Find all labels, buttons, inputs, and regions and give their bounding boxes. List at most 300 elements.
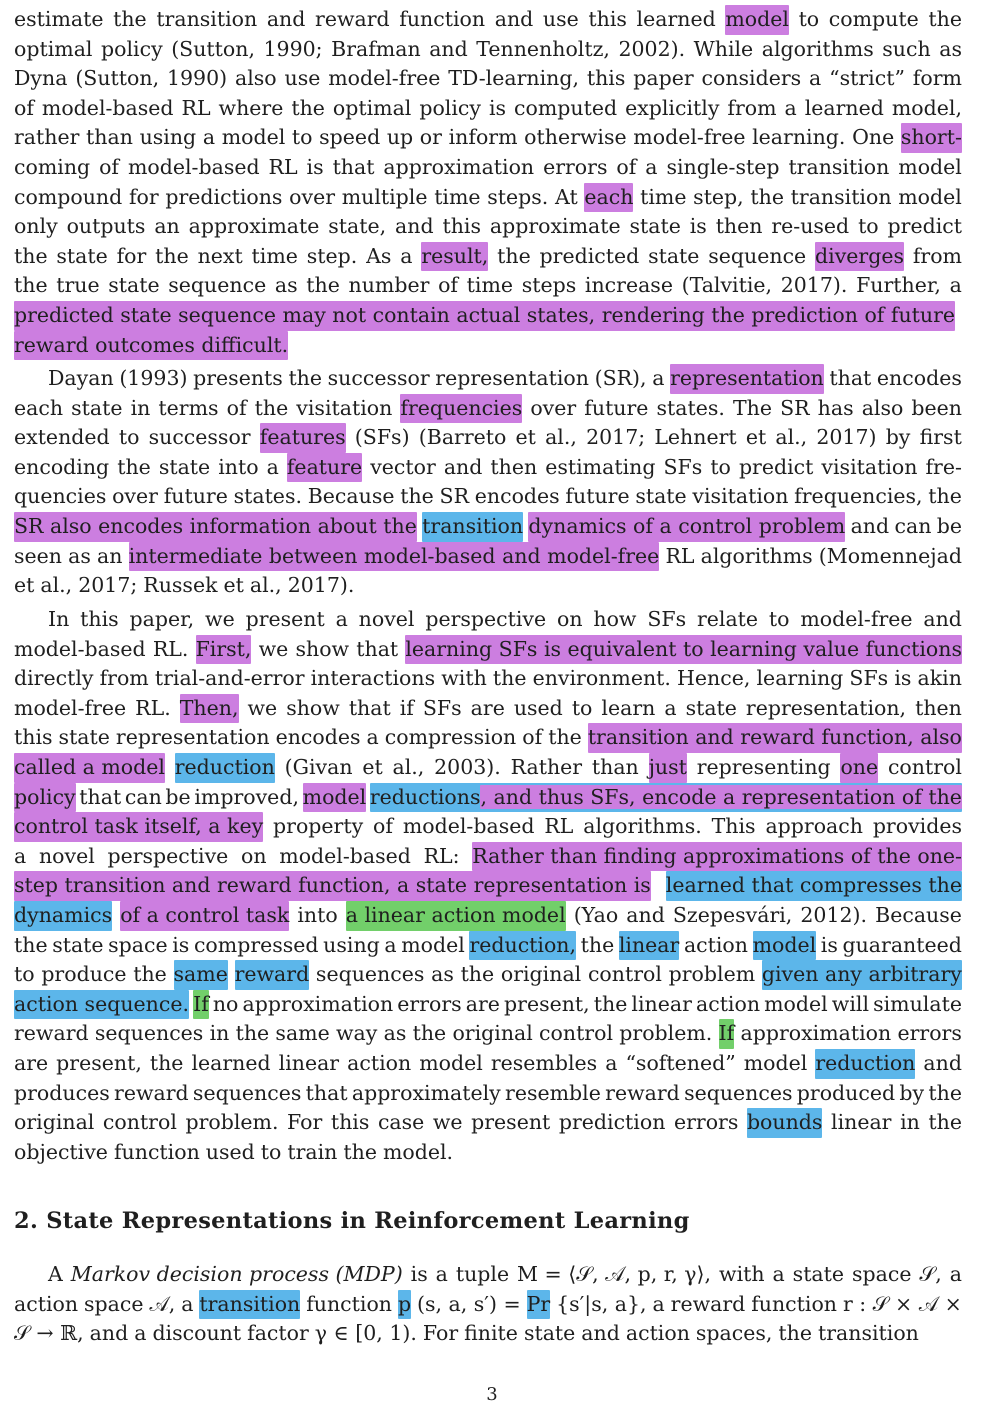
word: present xyxy=(471,1110,551,1135)
word: and xyxy=(923,1050,962,1075)
text-line xyxy=(14,1290,962,1320)
text-line xyxy=(14,35,962,65)
word: space xyxy=(108,932,168,957)
word: model xyxy=(401,932,465,957)
word: model xyxy=(743,1050,808,1075)
word: presents xyxy=(193,366,283,390)
word: and xyxy=(626,902,665,927)
word: RL xyxy=(181,95,211,120)
word: than xyxy=(591,754,639,779)
word: produces xyxy=(14,1080,110,1105)
word: seen xyxy=(14,543,62,568)
word: policy xyxy=(101,36,163,61)
word: For xyxy=(287,1110,323,1135)
text-line xyxy=(14,990,962,1020)
text-line xyxy=(14,331,962,361)
word: SFs xyxy=(663,454,703,479)
highlighted-text-blue: learned that compresses the xyxy=(666,871,962,901)
highlighted-text-blue: Pr xyxy=(527,1290,551,1320)
word: of xyxy=(226,395,247,420)
word: function xyxy=(751,1291,838,1316)
word: form xyxy=(912,66,962,91)
word: perspective xyxy=(425,607,547,631)
highlighted-text-blue: linear xyxy=(619,931,679,961)
word: the xyxy=(497,243,531,268)
word: fre- xyxy=(925,454,962,479)
word: explicitly xyxy=(625,95,720,120)
word: predict xyxy=(738,454,814,479)
word: state xyxy=(52,932,104,957)
word: state xyxy=(648,243,700,268)
word: model xyxy=(898,184,962,209)
word: to xyxy=(260,1139,282,1164)
word: learn xyxy=(601,695,656,720)
word: reward xyxy=(114,1080,189,1105)
word: a xyxy=(384,932,397,957)
word: state xyxy=(158,454,211,479)
word: transition xyxy=(818,1321,919,1346)
word: Dyna xyxy=(14,66,68,91)
word: we xyxy=(432,1110,463,1135)
word: directly xyxy=(14,666,94,691)
word: Lehnert xyxy=(654,425,737,450)
word: , xyxy=(231,695,239,720)
text-line xyxy=(14,723,962,753)
word: time xyxy=(640,184,687,209)
word: sequence xyxy=(708,243,807,268)
word: that xyxy=(356,636,399,661)
highlighted-text-purple: frequencies xyxy=(400,394,522,424)
word: extended xyxy=(14,425,110,450)
word: vector xyxy=(370,454,436,479)
word: to xyxy=(571,695,593,720)
word: present, xyxy=(504,991,590,1016)
word: visitation xyxy=(692,484,789,509)
word: policy xyxy=(419,95,481,120)
highlighted-text-purple: First, xyxy=(196,635,252,665)
word: are xyxy=(14,1050,49,1075)
word: is xyxy=(306,154,324,179)
word: errors xyxy=(673,1110,739,1135)
word: used xyxy=(205,1139,255,1164)
word: to xyxy=(14,962,35,987)
word: a xyxy=(266,454,279,479)
word: al., xyxy=(249,573,282,598)
word: using xyxy=(323,932,380,957)
word: is xyxy=(410,1262,428,1286)
word: (Givan xyxy=(284,754,353,779)
word: objective xyxy=(14,1139,108,1164)
highlighted-text-green: If xyxy=(193,990,209,1020)
word: environment. xyxy=(532,666,671,691)
word: 2002). xyxy=(618,36,686,61)
highlighted-text-purple: of a control task xyxy=(120,901,289,931)
word: Tennenholtz, xyxy=(476,36,610,61)
word: will xyxy=(831,991,869,1016)
word: from xyxy=(99,666,149,691)
word: to xyxy=(768,607,790,631)
word: novel xyxy=(38,843,95,868)
highlighted-text-blue: action sequence. xyxy=(14,990,189,1020)
word: a xyxy=(652,366,665,390)
word: A xyxy=(48,1262,63,1286)
word: the xyxy=(928,7,962,31)
word: et xyxy=(362,754,383,779)
word: For xyxy=(422,1321,459,1346)
word: is xyxy=(689,214,707,239)
word: a xyxy=(366,725,379,750)
word: or xyxy=(419,125,442,150)
word: compute xyxy=(828,7,919,31)
word: RL. xyxy=(135,695,171,720)
word: can xyxy=(124,784,162,809)
word: compressed xyxy=(193,932,319,957)
word: compound xyxy=(14,184,123,209)
word: use xyxy=(284,66,321,91)
word: visitation xyxy=(821,454,918,479)
highlighted-text-blue: bounds xyxy=(747,1108,823,1138)
word: present xyxy=(245,607,325,631)
word: linear xyxy=(278,1050,340,1075)
word: As xyxy=(366,243,392,268)
word: produced xyxy=(796,1080,896,1105)
word: The xyxy=(733,395,773,420)
word: function xyxy=(306,1291,393,1316)
word: future xyxy=(163,484,228,509)
word: SFs xyxy=(849,666,889,691)
word: Russek xyxy=(143,573,218,598)
word: only xyxy=(14,214,58,239)
highlighted-text-purple: representation xyxy=(670,364,824,394)
word: the xyxy=(928,1080,962,1105)
highlighted-text-blue: transition xyxy=(422,512,523,542)
word: prediction xyxy=(558,1110,666,1135)
word: be xyxy=(165,784,191,809)
word: and xyxy=(443,454,483,479)
word: M = ⟨𝒮, 𝒜, p, r, γ⟩, xyxy=(517,1262,712,1286)
word: a xyxy=(784,95,797,120)
word: (s, a, s′) = xyxy=(416,1291,521,1316)
word: compression xyxy=(384,725,517,750)
word: 2012). xyxy=(800,902,868,927)
text-line xyxy=(14,364,962,394)
word: to xyxy=(798,7,820,31)
word: a xyxy=(809,66,822,91)
word: approximate xyxy=(489,214,621,239)
word: to xyxy=(710,454,731,479)
word: encodes xyxy=(275,725,361,750)
word: state xyxy=(629,214,681,239)
word: (Sutton, xyxy=(75,66,160,91)
word: over xyxy=(289,184,335,209)
word: for xyxy=(116,243,147,268)
text-line xyxy=(14,5,962,35)
word: space xyxy=(83,1291,144,1316)
word: representation, xyxy=(745,695,907,720)
highlighted-text-blue: reward xyxy=(235,960,310,990)
word: and xyxy=(923,607,962,631)
word: SR xyxy=(439,484,470,509)
word: model xyxy=(419,1050,483,1075)
word: model-based xyxy=(402,814,535,839)
text-line xyxy=(14,664,962,694)
word: sequences xyxy=(94,1021,204,1046)
word: original xyxy=(452,1021,533,1046)
word: a xyxy=(181,1291,194,1316)
highlighted-text-purple: feature xyxy=(287,453,362,483)
text-line xyxy=(14,453,962,483)
word: and xyxy=(395,214,434,239)
word: time xyxy=(434,184,481,209)
word: increase xyxy=(584,273,673,298)
word: (Talvitie, xyxy=(681,273,773,298)
word: as xyxy=(939,36,962,61)
word: RL. xyxy=(152,636,189,661)
word: (Barreto xyxy=(418,425,507,450)
word: estimating xyxy=(545,454,656,479)
word: the xyxy=(155,243,189,268)
word: model xyxy=(221,125,286,150)
word: 2017; xyxy=(586,425,646,450)
word: SFs xyxy=(422,695,462,720)
word: action xyxy=(695,991,761,1016)
word: a xyxy=(772,1262,785,1286)
word: (1993) xyxy=(119,366,188,390)
word: model xyxy=(764,991,828,1016)
word: errors xyxy=(543,154,608,179)
text-line xyxy=(14,482,962,512)
word: (Yao xyxy=(573,902,619,927)
word: over xyxy=(530,395,577,420)
word: This xyxy=(711,814,756,839)
word: steps xyxy=(521,273,577,298)
word: simulate xyxy=(873,991,962,1016)
word: the xyxy=(343,1139,377,1164)
word: model-free xyxy=(633,125,746,150)
word: this xyxy=(586,66,626,91)
word: Further, xyxy=(856,273,941,298)
word: sequences xyxy=(315,962,425,987)
text-line xyxy=(14,812,962,842)
word: an xyxy=(154,214,180,239)
text-line xyxy=(14,271,962,301)
word: al., xyxy=(40,573,73,598)
word: approximation xyxy=(242,991,394,1016)
word: the xyxy=(400,484,434,509)
text-line xyxy=(14,842,962,872)
word: using xyxy=(139,125,197,150)
word: number xyxy=(348,273,430,298)
word: learned xyxy=(636,7,716,31)
word: control xyxy=(587,962,662,987)
word: the xyxy=(593,991,628,1016)
word: of xyxy=(99,154,120,179)
highlighted-text-purple: features xyxy=(260,423,346,453)
word: 2017). xyxy=(780,273,848,298)
word: by xyxy=(899,1080,925,1105)
word: as xyxy=(431,962,454,987)
word: the xyxy=(235,1021,270,1046)
word: the xyxy=(580,932,615,957)
word: with xyxy=(441,666,487,691)
word: in xyxy=(130,395,151,420)
word: , xyxy=(244,636,252,661)
word: al., xyxy=(392,754,425,779)
word: model-based xyxy=(41,95,174,120)
word: is xyxy=(488,95,507,120)
text-line xyxy=(14,694,962,724)
word: state xyxy=(792,1262,845,1286)
word: the xyxy=(14,932,48,957)
word: approximation xyxy=(740,1021,892,1046)
highlighted-text-purple: learning SFs is equivalent to learning value functions xyxy=(405,635,962,665)
word: model-free xyxy=(800,607,913,631)
word: this xyxy=(588,7,627,31)
word: (Sutton, xyxy=(171,36,255,61)
word: model-based xyxy=(279,843,411,868)
text-line xyxy=(14,242,962,272)
word: function xyxy=(113,1139,200,1164)
word: (SR), xyxy=(594,366,647,390)
word: encodes xyxy=(474,484,560,509)
word: original xyxy=(500,962,582,987)
text-line xyxy=(14,931,962,961)
word: approximate xyxy=(188,214,320,239)
word: Rather xyxy=(510,754,583,779)
highlighted-text-blue: reductions, and thus SFs, encode a representation of the xyxy=(370,783,962,813)
word: used xyxy=(513,695,563,720)
word: otherwise xyxy=(524,125,627,150)
word: on xyxy=(241,843,267,868)
text-line xyxy=(14,212,962,242)
word: control xyxy=(539,1021,614,1046)
word: step. xyxy=(306,243,358,268)
word: this xyxy=(442,214,481,239)
word: model xyxy=(898,154,962,179)
section-heading: 2. State Representations in Reinforcement Learning xyxy=(14,1208,690,1234)
word: r : 𝒮 × 𝒜 × xyxy=(842,1291,962,1316)
word: and xyxy=(429,36,468,61)
word: et xyxy=(745,425,767,450)
word: speed xyxy=(319,125,381,150)
word: sequences xyxy=(192,1080,302,1105)
highlighted-text-blue: model xyxy=(753,931,817,961)
word: state xyxy=(56,243,108,268)
text-line xyxy=(14,512,962,542)
word: state xyxy=(523,1321,576,1346)
word: 𝒜, xyxy=(149,1291,176,1316)
word: show xyxy=(286,695,340,720)
word: reward xyxy=(14,1021,89,1046)
word: tuple xyxy=(455,1262,510,1286)
word: et xyxy=(223,573,244,598)
word: a xyxy=(664,695,677,720)
text-line xyxy=(14,1019,962,1049)
word: train xyxy=(287,1139,338,1164)
word: is xyxy=(172,932,190,957)
highlighted-text-purple: step transition and reward function, a state representation is xyxy=(14,871,651,901)
highlighted-text-blue: reduction xyxy=(175,753,275,783)
word: future xyxy=(584,395,649,420)
word: as xyxy=(274,273,298,298)
word: true xyxy=(56,273,100,298)
word: sequence xyxy=(168,273,267,298)
word: use xyxy=(542,7,579,31)
word: the xyxy=(254,395,289,420)
text-line xyxy=(14,901,962,931)
word: visitation xyxy=(296,395,393,420)
word: are xyxy=(470,695,505,720)
word: of xyxy=(14,95,34,120)
word: sequences xyxy=(684,1080,793,1105)
word: the xyxy=(117,454,151,479)
highlighted-text-blue: reduction, xyxy=(469,931,576,961)
word: from xyxy=(912,243,962,268)
word: same xyxy=(275,1021,330,1046)
text-line xyxy=(14,783,962,813)
word: . xyxy=(182,991,190,1016)
text-line xyxy=(14,1138,962,1168)
word: the xyxy=(306,273,340,298)
word: for xyxy=(128,184,159,209)
text-line xyxy=(14,301,962,331)
word: successor xyxy=(148,425,251,450)
word: paper xyxy=(633,66,694,91)
word: problem xyxy=(668,962,756,987)
text-line xyxy=(14,153,962,183)
text-line xyxy=(14,183,962,213)
word: model, xyxy=(891,95,962,120)
word: representation xyxy=(115,725,270,750)
word: property xyxy=(273,814,364,839)
word: each xyxy=(14,395,64,420)
word: predictions xyxy=(165,184,283,209)
word: , xyxy=(481,243,489,268)
word: model. xyxy=(382,1139,454,1164)
word: learned xyxy=(804,95,884,120)
text-line xyxy=(14,1108,962,1138)
word: computed xyxy=(514,95,618,120)
text-line xyxy=(14,94,962,124)
word: inform xyxy=(448,125,518,150)
word: action xyxy=(625,1321,690,1346)
word: and xyxy=(89,1321,129,1346)
word: TD-learning, xyxy=(448,66,579,91)
text-line xyxy=(14,64,962,94)
word: 𝒮, xyxy=(919,1262,942,1286)
word: the xyxy=(750,184,784,209)
word: the xyxy=(928,1110,962,1135)
paragraph-contributions xyxy=(14,605,962,1167)
word: 𝒮 → ℝ, xyxy=(14,1321,84,1346)
word: with xyxy=(719,1262,765,1286)
highlighted-text-purple: each xyxy=(584,183,633,213)
word: errors xyxy=(397,991,462,1016)
word: control xyxy=(887,754,962,779)
word: 2017). xyxy=(287,573,355,598)
word: up xyxy=(386,125,414,150)
word: an xyxy=(97,543,123,568)
text-line xyxy=(14,1319,962,1349)
word: While xyxy=(693,36,754,61)
word: akin xyxy=(917,666,962,691)
word: this xyxy=(14,725,53,750)
word: function xyxy=(399,7,486,31)
word: the xyxy=(460,962,495,987)
word: the xyxy=(928,484,962,509)
text-line xyxy=(14,1049,962,1079)
word: produce xyxy=(41,962,127,987)
